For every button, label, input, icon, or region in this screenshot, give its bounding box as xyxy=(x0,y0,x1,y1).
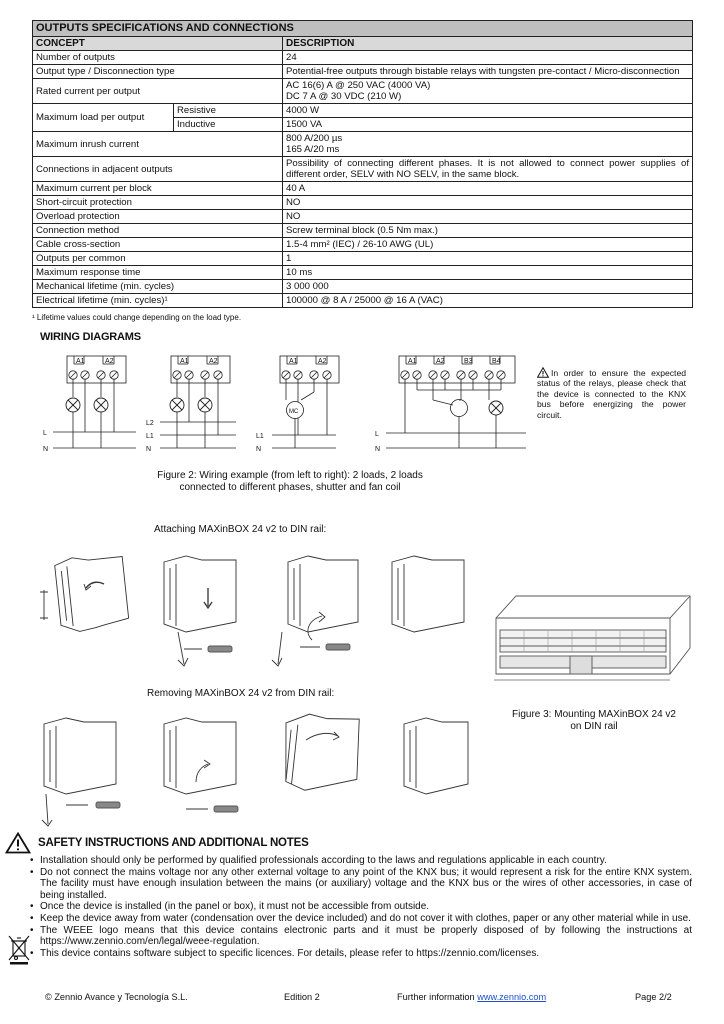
cell-description: NO xyxy=(282,196,692,210)
wiring-diagrams xyxy=(36,350,536,460)
line-label: N xyxy=(256,446,262,453)
column-header-concept: CONCEPT xyxy=(33,37,283,51)
cell-concept: Cable cross-section xyxy=(33,238,283,252)
table-title: OUTPUTS SPECIFICATIONS AND CONNECTIONS xyxy=(33,21,693,37)
line-label: L xyxy=(375,431,379,438)
cell-concept: Overload protection xyxy=(33,210,283,224)
cell-concept: Maximum response time xyxy=(33,266,283,280)
cell-description: 1 xyxy=(282,252,692,266)
table-row xyxy=(33,280,693,294)
safety-title: SAFETY INSTRUCTIONS AND ADDITIONAL NOTES xyxy=(38,837,309,849)
terminal-label: A1 xyxy=(289,358,298,365)
cell-description: NO xyxy=(282,210,692,224)
cell-description: Possibility of connecting different phases. It is not allowed to connect power supplies of different order, SELV with NO SELV, in the same block. xyxy=(282,157,692,182)
figure3-caption xyxy=(497,709,691,733)
table-row xyxy=(33,51,693,65)
wiring-diagram-shutter xyxy=(272,356,339,448)
table-row xyxy=(33,182,693,196)
din-rail-device-illustration xyxy=(494,590,692,694)
terminal-label: A2 xyxy=(436,358,445,365)
list-item: • This device contains software subject to specific licences. For details, please refer to https://zennio.com/licenses. xyxy=(30,948,692,960)
cell-description xyxy=(282,79,692,104)
cell-subconcept: Resistive xyxy=(174,104,283,118)
cell-description: 40 A xyxy=(282,182,692,196)
terminal-label: A1 xyxy=(408,358,417,365)
remove-step-4 xyxy=(404,718,468,794)
line-label: N xyxy=(146,446,152,453)
caption-line: Figure 3: Mounting MAXinBOX 24 v2 xyxy=(512,709,676,720)
remove-title: Removing MAXinBOX 24 v2 from DIN rail: xyxy=(147,688,335,699)
relay-warning-text: In order to ensure the expected status of the relays, please check that the device is connected to the KNX bus before energizing the power circuit. xyxy=(537,368,686,420)
table-row xyxy=(33,238,693,252)
line-label: N xyxy=(375,446,381,453)
table-row xyxy=(33,252,693,266)
remove-steps-illustration xyxy=(36,702,476,832)
cell-concept: Short-circuit protection xyxy=(33,196,283,210)
remove-step-3 xyxy=(277,709,365,797)
cell-concept: Outputs per common xyxy=(33,252,283,266)
cell-description xyxy=(282,132,692,157)
column-header-description: DESCRIPTION xyxy=(282,37,692,51)
terminal-label: A1 xyxy=(76,358,85,365)
footer-page-number: Page 2/2 xyxy=(635,992,672,1002)
specifications-table xyxy=(32,20,693,308)
wiring-diagram-2-loads xyxy=(53,356,136,448)
motor-label: MC xyxy=(289,409,299,415)
table-row xyxy=(33,65,693,79)
figure2-caption xyxy=(120,470,460,494)
wiring-title: WIRING DIAGRAMS xyxy=(40,331,141,343)
cell-description: 1.5-4 mm² (IEC) / 26-10 AWG (UL) xyxy=(282,238,692,252)
cell-concept: Number of outputs xyxy=(33,51,283,65)
table-row xyxy=(33,266,693,280)
footer-company: © Zennio Avance y Tecnología S.L. xyxy=(45,992,188,1002)
attach-step-3 xyxy=(272,556,358,666)
table-row xyxy=(33,157,693,182)
table-row xyxy=(33,104,693,118)
cell-concept: Output type / Disconnection type xyxy=(33,65,283,79)
line-label: N xyxy=(43,446,49,453)
table-row xyxy=(33,210,693,224)
cell-concept: Connection method xyxy=(33,224,283,238)
cell-description: 4000 W xyxy=(282,104,692,118)
cell-concept: Maximum inrush current xyxy=(33,132,283,157)
cell-subconcept: Inductive xyxy=(174,118,283,132)
wiring-diagram-fan-coil xyxy=(386,356,526,448)
cell-concept: Maximum current per block xyxy=(33,182,283,196)
line-label: L1 xyxy=(256,433,264,440)
list-item: • Installation should only be performed by qualified professionals according to the laws and regulations applicable in each country. xyxy=(30,855,692,867)
cell-line: 165 A/20 ms xyxy=(285,144,340,155)
warning-icon xyxy=(5,832,31,854)
line-label: L2 xyxy=(146,420,154,427)
cell-line: 800 A/200 µs xyxy=(285,133,343,144)
line-label: L1 xyxy=(146,433,154,440)
cell-line: DC 7 A @ 30 VDC (210 W) xyxy=(285,91,402,102)
attach-steps-illustration xyxy=(36,540,476,670)
safety-list xyxy=(30,855,692,959)
cell-description: 3 000 000 xyxy=(282,280,692,294)
table-row xyxy=(33,132,693,157)
footer-edition: Edition 2 xyxy=(284,992,320,1002)
table-row xyxy=(33,79,693,104)
table-row xyxy=(33,294,693,308)
cell-description: 100000 @ 8 A / 25000 @ 16 A (VAC) xyxy=(282,294,692,308)
terminal-label: A2 xyxy=(209,358,218,365)
footer-info xyxy=(397,992,546,1002)
table-row xyxy=(33,196,693,210)
footer-info-label: Further information xyxy=(397,992,475,1002)
table-row xyxy=(33,224,693,238)
line-label: L xyxy=(43,430,47,437)
cell-line: AC 16(6) A @ 250 VAC (4000 VA) xyxy=(285,80,431,91)
caption-line: on DIN rail xyxy=(570,721,618,732)
cell-description: Potential-free outputs through bistable relays with tungsten pre-contact / Micro-disconnection xyxy=(282,65,692,79)
attach-step-1 xyxy=(40,553,129,634)
list-item: • The WEEE logo means that this device contains electronic parts and it must be properly disposed of by following the instructions at https://www.zennio.com/en/legal/weee-regulation. xyxy=(30,925,692,948)
remove-step-2 xyxy=(164,718,238,812)
footer-website-link[interactable]: www.zennio.com xyxy=(477,992,547,1002)
terminal-label: B3 xyxy=(464,358,473,365)
table-footnote: ¹ Lifetime values could change depending on the load type. xyxy=(32,313,242,322)
list-item: • Once the device is installed (in the panel or box), it must not be accessible from outside. xyxy=(30,901,692,913)
cell-concept: Rated current per output xyxy=(33,79,283,104)
terminal-label: A1 xyxy=(180,358,189,365)
cell-description: 24 xyxy=(282,51,692,65)
wiring-diagram-2-loads-phases xyxy=(160,356,236,448)
remove-step-1 xyxy=(42,718,120,826)
cell-concept: Maximum load per output xyxy=(33,104,174,132)
caption-line: connected to different phases, shutter and fan coil xyxy=(179,482,401,493)
cell-description: 10 ms xyxy=(282,266,692,280)
terminal-label: A2 xyxy=(105,358,114,365)
cell-description: 1500 VA xyxy=(282,118,692,132)
list-item: • Do not connect the mains voltage nor any other external voltage to any point of the KNX bus; it would represent a risk for the entire KNX system. The facility must have enough insulation between the mains (or auxiliary) voltage and the KNX bus or the wires of other accessories, in case of being installed. xyxy=(30,867,692,902)
attach-step-4 xyxy=(392,556,464,632)
attach-title: Attaching MAXinBOX 24 v2 to DIN rail: xyxy=(154,524,327,535)
terminal-label: B4 xyxy=(492,358,501,365)
cell-concept: Mechanical lifetime (min. cycles) xyxy=(33,280,283,294)
caption-line: Figure 2: Wiring example (from left to right): 2 loads, 2 loads xyxy=(157,470,423,481)
cell-description: Screw terminal block (0.5 Nm max.) xyxy=(282,224,692,238)
cell-concept: Connections in adjacent outputs xyxy=(33,157,283,182)
cell-concept: Electrical lifetime (min. cycles)¹ xyxy=(33,294,283,308)
attach-step-2 xyxy=(164,556,236,666)
weee-bin-icon xyxy=(7,933,31,965)
list-item: • Keep the device away from water (condensation over the device included) and do not cover it with clothes, paper or any other material while in use. xyxy=(30,913,692,925)
terminal-label: A2 xyxy=(318,358,327,365)
